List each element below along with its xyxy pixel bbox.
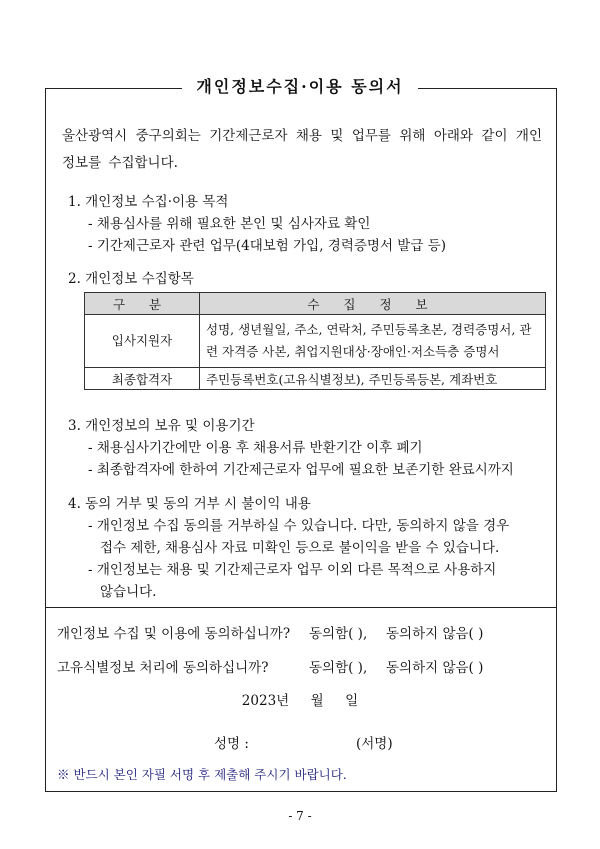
table-cell-category: 입사지원자 [85, 315, 200, 368]
signature-label: (서명) [356, 736, 393, 752]
intro-text: 울산광역시 중구의회는 기간제근로자 채용 및 업무를 위해 아래와 같이 개인정보를 수집합니다. [62, 128, 542, 171]
section-1-line-2: - 기간제근로자 관련 업무(4대보험 가입, 경력증명서 발급 등) [88, 238, 446, 254]
section-4-line-4: 않습니다. [100, 584, 157, 600]
section-3-line-2: - 최종합격자에 한하여 기간제근로자 업무에 필요한 보존기한 완료시까지 [88, 462, 514, 478]
table-cell-category: 최종합격자 [85, 368, 200, 390]
section-1-heading: 1. 개인정보 수집·이용 목적 [68, 194, 229, 210]
table-header-category: 구 분 [85, 293, 200, 315]
consent-1-agree-option[interactable]: 동의함( ), [309, 626, 368, 642]
table-cell-info: 성명, 생년월일, 주소, 연락처, 주민등록초본, 경력증명서, 관련 자격증 사본, 취업지원대상·장애인·저소득층 증명서 [200, 315, 546, 368]
table-cell-info: 주민등록번호(고유식별정보), 주민등록등본, 계좌번호 [200, 368, 546, 390]
section-1-line-1: - 채용심사를 위해 필요한 본인 및 심사자료 확인 [88, 216, 371, 232]
section-3-line-1: - 채용심사기간에만 이용 후 채용서류 반환기간 이후 폐기 [88, 440, 423, 456]
page-number: - 7 - [288, 809, 312, 823]
table-row [85, 368, 546, 390]
section-4-heading: 4. 동의 거부 및 동의 거부 시 불이익 내용 [68, 496, 311, 512]
section-2-heading: 2. 개인정보 수집항목 [68, 271, 194, 287]
consent-question-1: 개인정보 수집 및 이용에 동의하십니까? [57, 626, 291, 642]
section-4-line-2: 접수 제한, 채용심사 자료 미확인 등으로 불이익을 받을 수 있습니다. [100, 540, 500, 556]
section-divider [45, 607, 557, 608]
page-title: 개인정보수집·이용 동의서 [0, 74, 600, 97]
date-line: 2023년 월 일 [241, 693, 359, 709]
consent-2-disagree-option[interactable]: 동의하지 않음( ) [386, 660, 484, 676]
section-4-line-3: - 개인정보는 채용 및 기간제근로자 업무 이외 다른 목적으로 사용하지 [88, 562, 497, 578]
table-header-row [85, 293, 546, 315]
name-label: 성명 : [214, 736, 249, 752]
consent-question-2: 고유식별정보 처리에 동의하십니까? [57, 660, 269, 676]
info-table [84, 292, 546, 390]
consent-1-disagree-option[interactable]: 동의하지 않음( ) [386, 626, 484, 642]
section-4-line-1: - 개인정보 수집 동의를 거부하실 수 있습니다. 다만, 동의하지 않을 경우 [88, 518, 510, 534]
consent-2-agree-option[interactable]: 동의함( ), [309, 660, 368, 676]
table-row [85, 315, 546, 368]
notice-text: ※ 반드시 본인 자필 서명 후 제출해 주시기 바랍니다. [57, 767, 347, 782]
table-header-info: 수 집 정 보 [200, 293, 546, 315]
section-3-heading: 3. 개인정보의 보유 및 이용기간 [68, 418, 255, 434]
